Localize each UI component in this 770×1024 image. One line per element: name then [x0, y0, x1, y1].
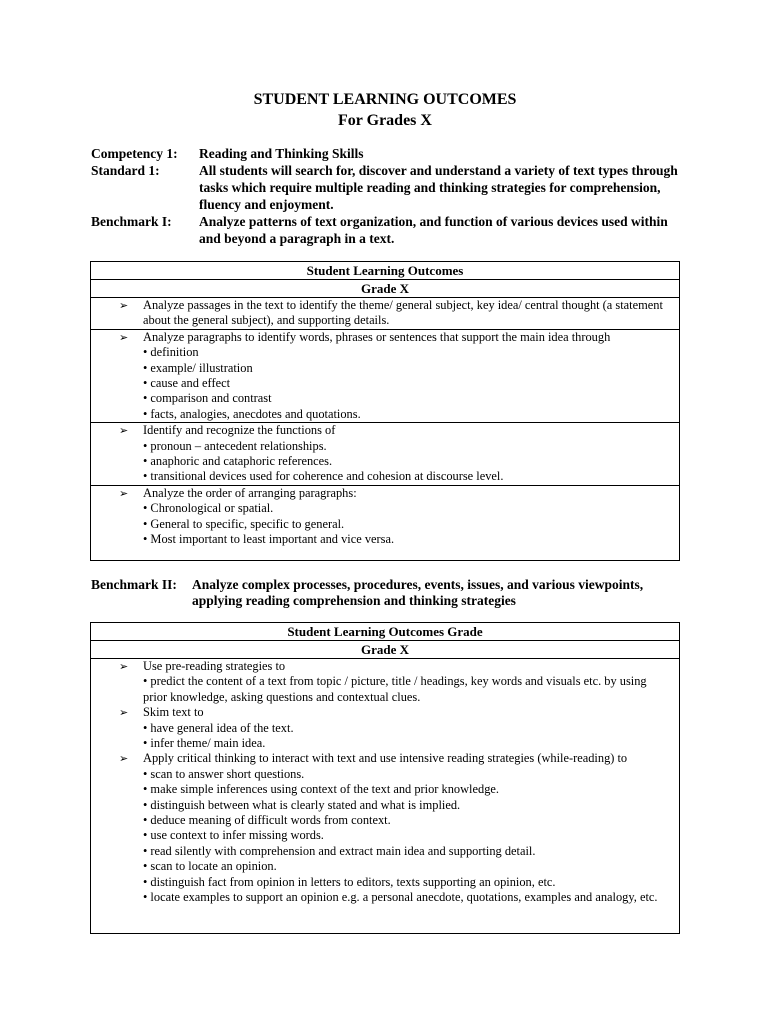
sub-point: • deduce meaning of difficult words from context.: [143, 813, 391, 828]
sub-point: • facts, analogies, anecdotes and quotations.: [143, 406, 361, 421]
arrow-bullet-icon: ➢: [119, 660, 129, 673]
benchmark1-value: Analyze patterns of text organization, and function of various devices used within and beyond a paragraph in a text.: [199, 214, 668, 246]
standard-row: [91, 162, 680, 213]
sub-point: • definition: [143, 345, 199, 360]
sub-point: • predict the content of a text from topic / picture, title / headings, key words and visuals etc. by using prior knowledge, asking questions and contextual clues.: [143, 674, 647, 704]
table1-item: [91, 423, 679, 486]
outcomes-table-2: [90, 622, 680, 934]
page-subtitle: For Grades X: [338, 112, 432, 129]
sub-point: • scan to answer short questions.: [143, 766, 305, 781]
table1-item: [91, 298, 679, 330]
benchmark1-label: Benchmark I:: [91, 214, 172, 229]
sub-point: • infer theme/ main idea.: [143, 736, 266, 751]
benchmark2-row: [91, 577, 680, 609]
competency-row: [91, 145, 680, 162]
sub-point: • comparison and contrast: [143, 391, 272, 406]
item-text: Use pre-reading strategies to: [143, 659, 286, 673]
sub-point: • read silently with comprehension and extract main idea and supporting detail.: [143, 843, 536, 858]
sub-point: • use context to infer missing words.: [143, 828, 324, 843]
sub-point: • locate examples to support an opinion e.g. a personal anecdote, quotations, examples and analogy, etc.: [143, 890, 658, 905]
table1-heading: Student Learning Outcomes: [91, 262, 679, 280]
standard-label: Standard 1:: [91, 163, 160, 178]
table2-grade: Grade X: [91, 641, 679, 659]
competency-label: Competency 1:: [91, 146, 178, 161]
item-text: Analyze passages in the text to identify the theme/ general subject, key idea/ central thought (a statement about the general subject), and supporting details.: [143, 298, 663, 328]
benchmark2-value: Analyze complex processes, procedures, events, issues, and various viewpoints, applying reading comprehension and thinking strategies: [192, 577, 644, 608]
sub-point: • scan to locate an opinion.: [143, 859, 277, 874]
sub-point: • example/ illustration: [143, 360, 253, 375]
sub-point: • make simple inferences using context of the text and prior knowledge.: [143, 782, 499, 797]
arrow-bullet-icon: ➢: [119, 752, 129, 766]
item-text: Skim text to: [143, 705, 204, 720]
arrow-bullet-icon: ➢: [119, 486, 129, 500]
item-text: Analyze the order of arranging paragraphs:: [143, 485, 357, 500]
table1-grade: Grade X: [91, 280, 679, 298]
competency-value: Reading and Thinking Skills: [199, 146, 364, 161]
benchmark1-row: [91, 213, 680, 247]
item-text: Identify and recognize the functions of: [143, 423, 336, 438]
header-block: [91, 145, 680, 247]
standard-value: All students will search for, discover and understand a variety of text types through tasks which require multiple reading and thinking strategies for comprehension, fluency and enjoyment.: [199, 163, 678, 212]
sub-point: • General to specific, specific to general.: [143, 516, 345, 531]
outcomes-table-1: [90, 261, 680, 561]
arrow-bullet-icon: ➢: [119, 706, 129, 720]
arrow-bullet-icon: ➢: [119, 299, 129, 312]
sub-point: • distinguish between what is clearly stated and what is implied.: [143, 797, 461, 812]
sub-point: • cause and effect: [143, 376, 231, 391]
page-title: STUDENT LEARNING OUTCOMES: [253, 91, 517, 108]
item-text: Apply critical thinking to interact with text and use intensive reading strategies (while-reading) to: [143, 751, 628, 766]
sub-point: • pronoun – antecedent relationships.: [143, 438, 327, 453]
table2-heading: Student Learning Outcomes Grade: [91, 623, 679, 641]
table2-item: [91, 659, 679, 705]
sub-point: • Chronological or spatial.: [143, 501, 274, 516]
table1-item: [91, 330, 679, 423]
arrow-bullet-icon: ➢: [119, 330, 129, 344]
sub-point: • have general idea of the text.: [143, 720, 294, 735]
benchmark2-label: Benchmark II:: [91, 577, 177, 592]
sub-point: • distinguish fact from opinion in letters to editors, texts supporting an opinion, etc.: [143, 874, 556, 889]
sub-point: • anaphoric and cataphoric references.: [143, 454, 333, 469]
table2-item: [91, 705, 679, 751]
table1-item: [91, 486, 679, 548]
item-text: Analyze paragraphs to identify words, phrases or sentences that support the main idea through: [143, 329, 611, 344]
sub-point: • transitional devices used for coherence and cohesion at discourse level.: [143, 469, 504, 484]
arrow-bullet-icon: ➢: [119, 424, 129, 438]
sub-point: • Most important to least important and vice versa.: [143, 532, 395, 547]
table2-item: [91, 751, 679, 905]
